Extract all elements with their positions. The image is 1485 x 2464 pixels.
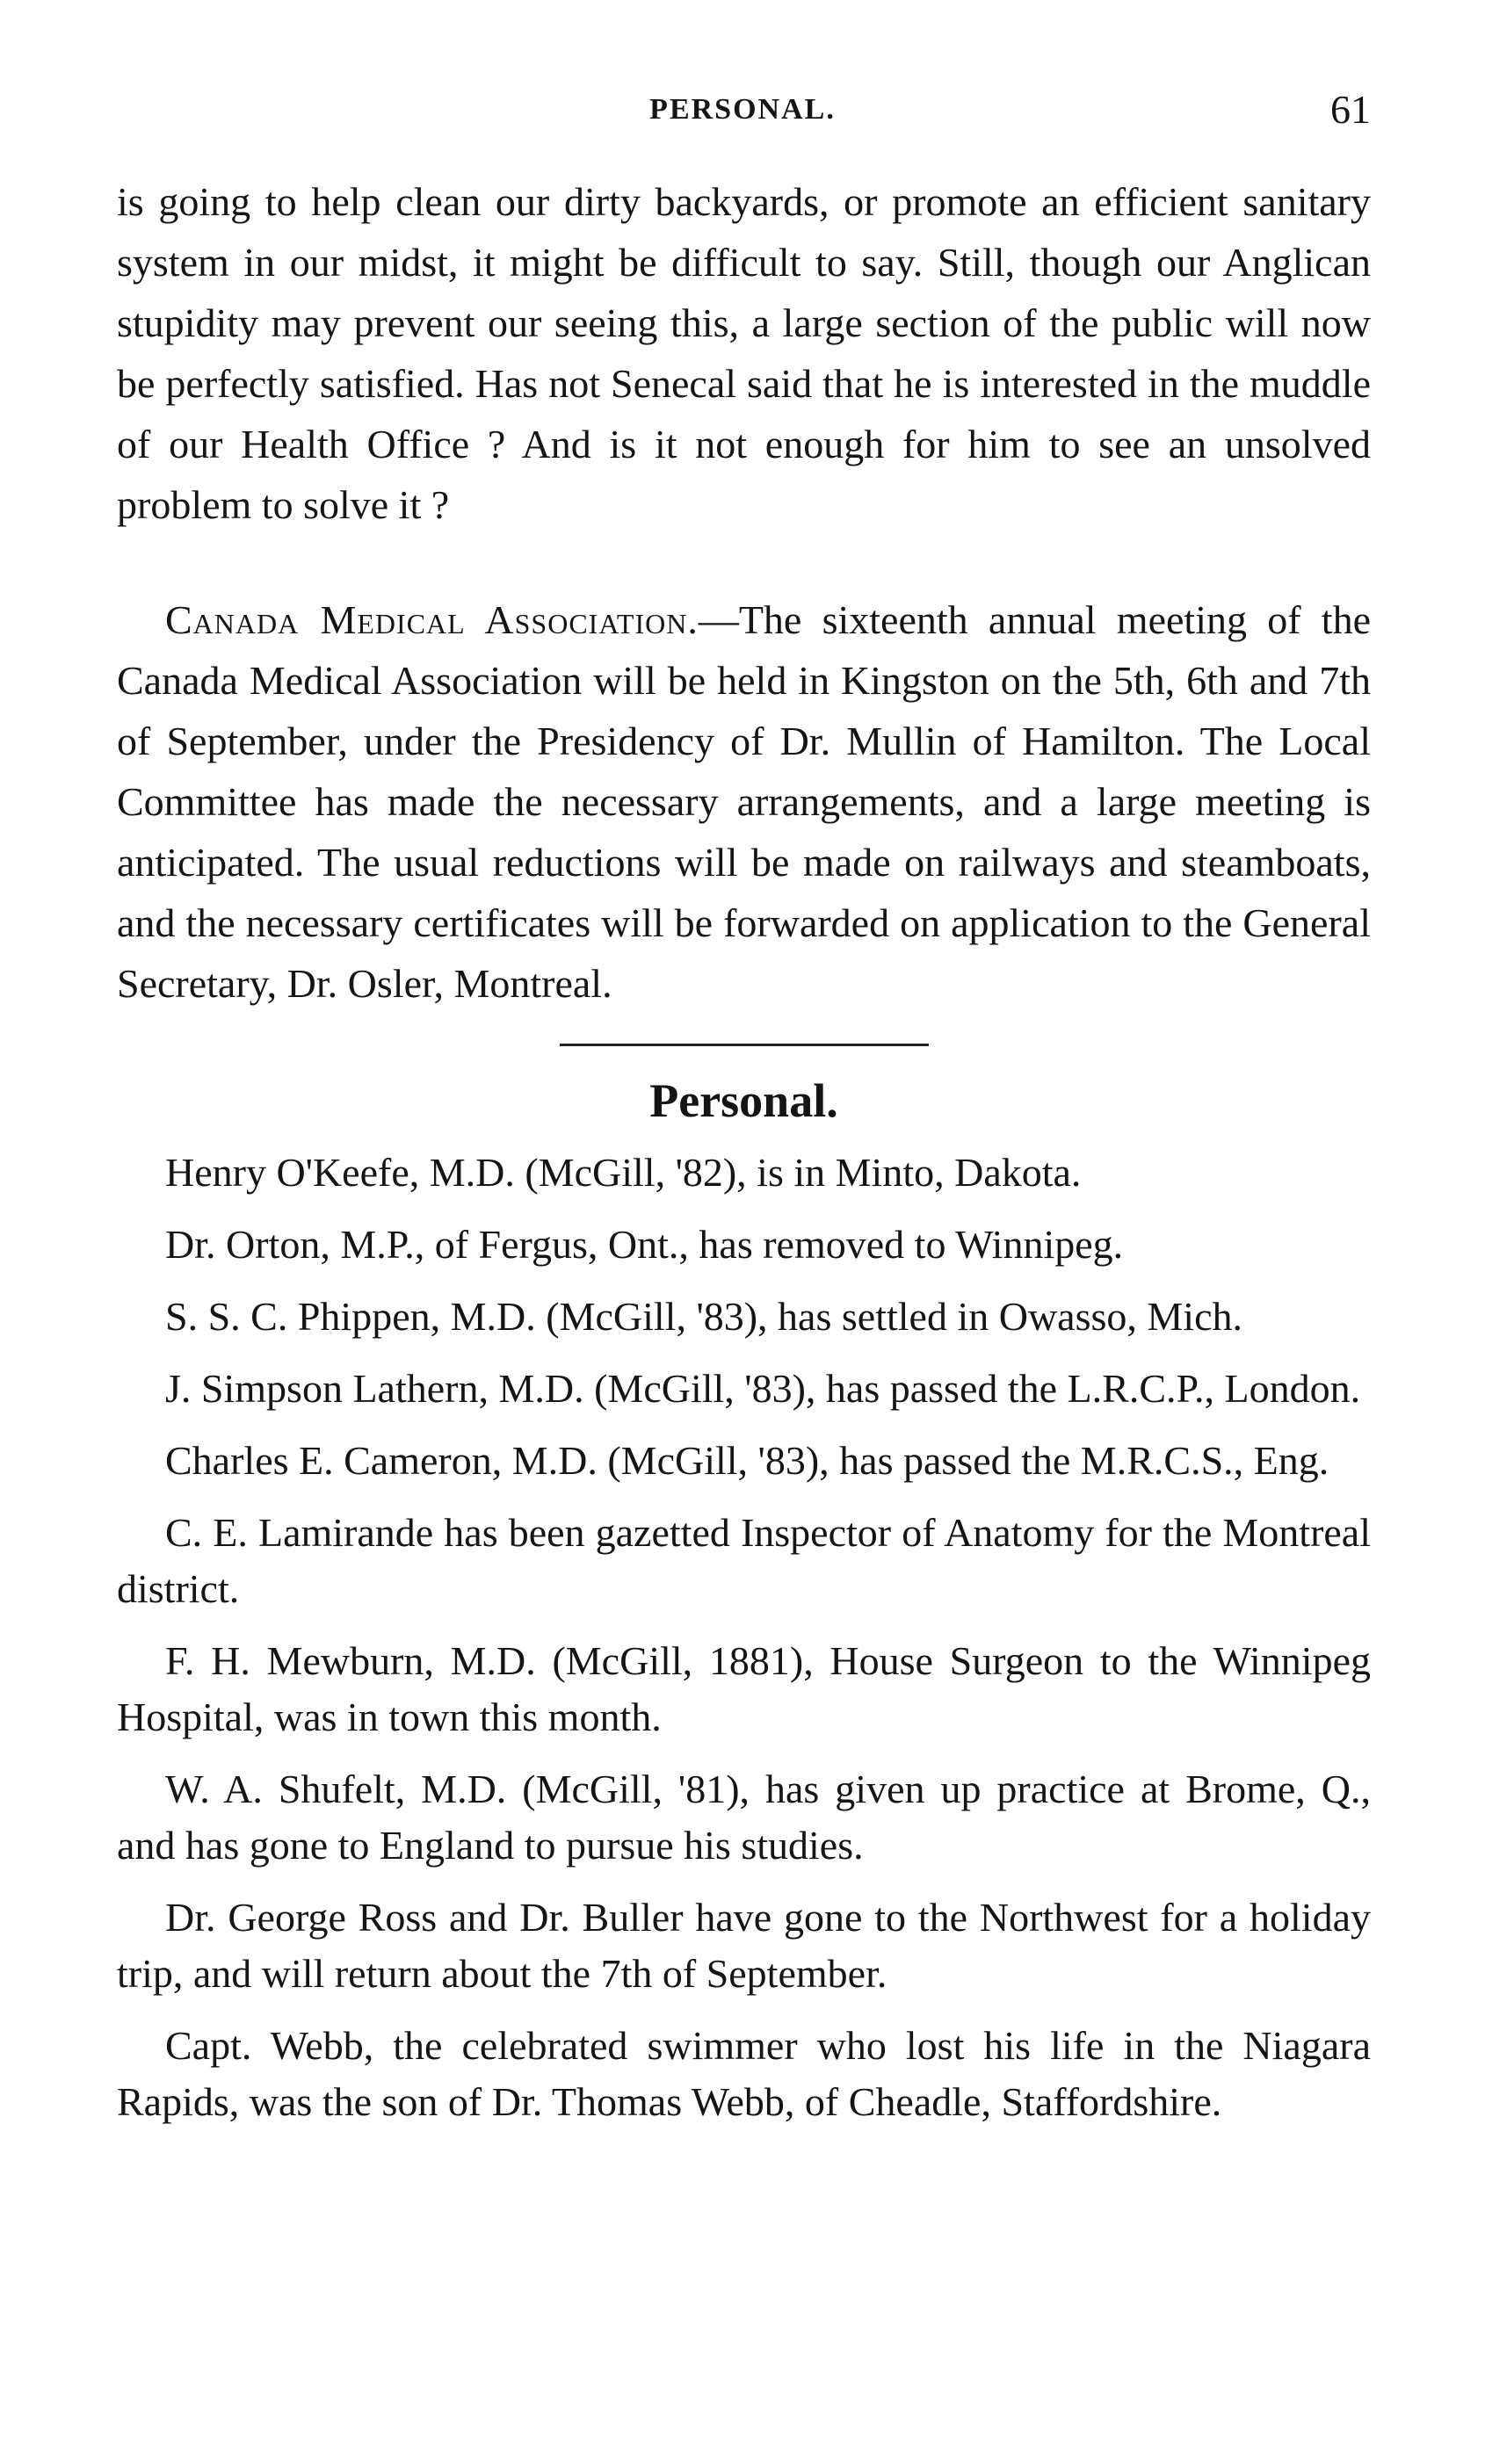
continuation-paragraph: is going to help clean our dirty backyards, or promote an efficient sanitary system in our midst, it might be difficult to say. Still, though our Anglican stupidity may prevent our seeing this, a large section of the public will now be perfectly satisfied. Has not Senecal said that he is interested in the muddle of our Health Office ? And is it not enough for him to see an unsolved problem to solve it ? [117,179,1371,527]
body-text [117,171,1371,2146]
personal-item: S. S. C. Phippen, M.D. (McGill, '83), has settled in Owasso, Mich. [165,1294,1242,1339]
personal-item: Dr. George Ross and Dr. Buller have gone to the Northwest for a holiday trip, and will return about the 7th of September. [117,1895,1371,1996]
section-divider [560,1044,929,1046]
personal-item: J. Simpson Lathern, M.D. (McGill, '83), has passed the L.R.C.P., London. [165,1366,1361,1411]
personal-item: Henry O'Keefe, M.D. (McGill, '82), is in Minto, Dakota. [165,1150,1082,1195]
running-head [114,86,1371,139]
personal-item: W. A. Shufelt, M.D. (McGill, '81), has given up practice at Brome, Q., and has gone to England to pursue his studies. [117,1767,1371,1868]
running-title: PERSONAL. [649,93,836,126]
association-notice [117,589,1371,1014]
personal-item: C. E. Lamirande has been gazetted Inspector of Anatomy for the Montreal district. [117,1510,1371,1611]
association-heading: Canada Medical Association. [165,597,699,642]
personal-item: Charles E. Cameron, M.D. (McGill, '83), has passed the M.R.C.S., Eng. [165,1438,1329,1483]
personal-item: F. H. Mewburn, M.D. (McGill, 1881), House Surgeon to the Winnipeg Hospital, was in town this month. [117,1638,1371,1739]
personal-heading: Personal. [649,1074,838,1127]
page-number: 61 [1330,87,1371,132]
association-text: —The sixteenth annual meeting of the Canada Medical Association will be held in Kingston on the 5th, 6th and 7th of September, under the Presidency of Dr. Mullin of Hamilton. The Local Committee has made the necessary arrangements, and a large meeting is anticipated. The usual reductions will be made on railways and steamboats, and the necessary certificates will be forwarded on application to the General Secretary, Dr. Osler, Montreal. [117,597,1371,1006]
personal-item: Capt. Webb, the celebrated swimmer who lost his life in the Niagara Rapids, was the son of Dr. Thomas Webb, of Cheadle, Staffordshire. [117,2023,1371,2124]
personal-item: Dr. Orton, M.P., of Fergus, Ont., has removed to Winnipeg. [165,1222,1124,1267]
personal-list [117,1145,1371,2130]
